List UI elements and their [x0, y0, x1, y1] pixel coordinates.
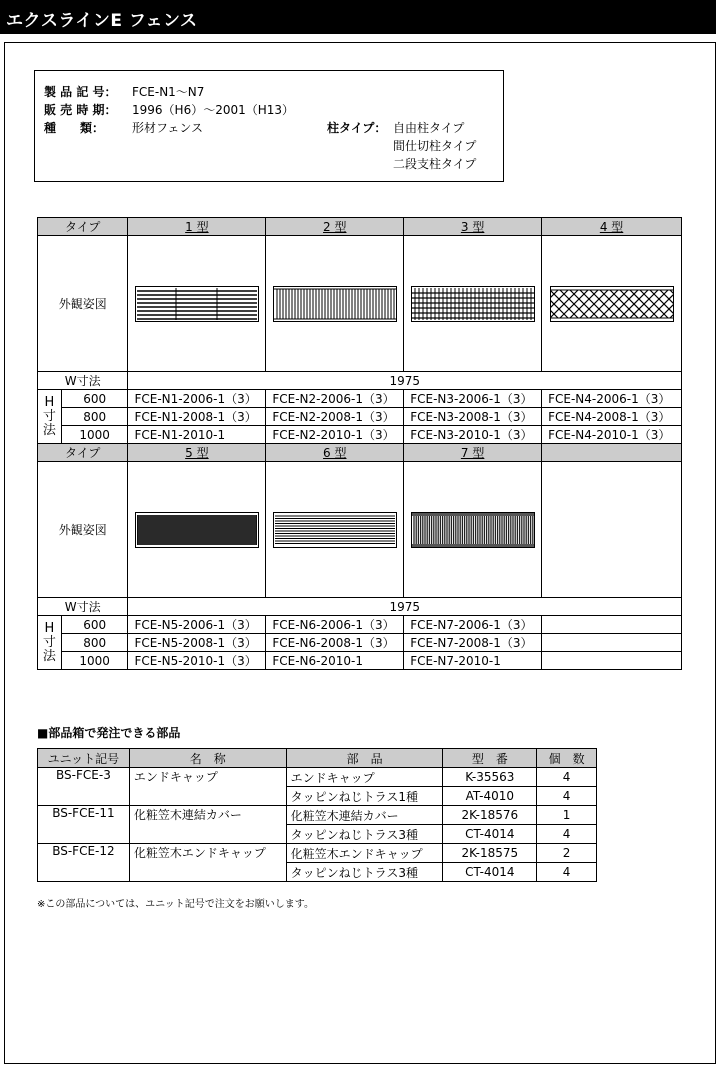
fence-horizontal-slats-image [135, 286, 259, 322]
part-item: タッピンねじトラス3種 [286, 863, 443, 882]
code-cell: FCE-N4-2010-1（3） [542, 426, 682, 444]
type-4: 4 型 [542, 218, 682, 236]
part-item: タッピンねじトラス3種 [286, 825, 443, 844]
part-item: 化粧笠木連結カバー [286, 806, 443, 825]
model-no: CT-4014 [443, 825, 537, 844]
height-600: 600 [61, 390, 128, 408]
kind: 形材フェンス [132, 121, 204, 135]
code-cell: FCE-N7-2006-1（3） [404, 616, 542, 634]
code-cell: FCE-N3-2010-1（3） [404, 426, 542, 444]
code-cell: FCE-N1-2010-1 [128, 426, 266, 444]
fence-type-7-image [404, 462, 542, 598]
post-type-2: 間仕切柱タイプ [393, 139, 477, 153]
quantity: 4 [537, 768, 597, 787]
parts-header-row [38, 749, 597, 768]
header-model-no: 型 番 [443, 749, 537, 768]
parts-section-title: ■部品箱で発注できる部品 [37, 726, 181, 740]
model-no: 2K-18575 [443, 844, 537, 863]
fence-vertical-slats-image [411, 512, 535, 548]
code-cell: FCE-N7-2010-1 [404, 652, 542, 670]
h-label: H 寸 法 [38, 390, 62, 444]
appearance-label: 外観姿図 [38, 236, 128, 372]
code-cell: FCE-N3-2006-1（3） [404, 390, 542, 408]
table-row [38, 768, 597, 787]
code-cell: FCE-N1-2008-1（3） [128, 408, 266, 426]
product-code: FCE-N1〜N7 [132, 85, 205, 99]
code-cell: FCE-N2-2010-1（3） [266, 426, 404, 444]
post-type-3: 二段支柱タイプ [393, 157, 477, 171]
part-name: エンドキャップ [129, 768, 286, 806]
h-row-800 [38, 634, 682, 652]
vertical-slats [414, 516, 533, 544]
code-cell [542, 652, 682, 670]
appearance-row [38, 236, 682, 372]
type-empty [542, 444, 682, 462]
code-cell: FCE-N5-2010-1（3） [128, 652, 266, 670]
h-row-800 [38, 408, 682, 426]
type-6: 6 型 [266, 444, 404, 462]
fence-type-1-image [128, 236, 266, 372]
code-cell: FCE-N3-2008-1（3） [404, 408, 542, 426]
product-code-label: 製 品 記 号： [44, 85, 117, 99]
table-row [38, 806, 597, 825]
type-header-row [38, 444, 682, 462]
post-type-1: 自由柱タイプ [393, 121, 465, 135]
order-note: ※この部品については、ユニット記号で注文をお願いします。 [37, 899, 314, 910]
part-name: 化粧笠木連結カバー [129, 806, 286, 844]
part-item: エンドキャップ [286, 768, 443, 787]
code-cell: FCE-N5-2008-1（3） [128, 634, 266, 652]
unit-code: BS-FCE-11 [38, 806, 130, 844]
fence-louver-image [273, 512, 397, 548]
w-label: W寸法 [38, 372, 128, 390]
type-3: 3 型 [404, 218, 542, 236]
type-1: 1 型 [128, 218, 266, 236]
code-cell: FCE-N6-2010-1 [266, 652, 404, 670]
code-cell [542, 634, 682, 652]
h-row-1000 [38, 652, 682, 670]
code-cell: FCE-N6-2008-1（3） [266, 634, 404, 652]
w-value: 1975 [128, 598, 682, 616]
title-bar [0, 0, 716, 34]
type-header-row [38, 218, 682, 236]
h-row-1000 [38, 426, 682, 444]
quantity: 4 [537, 825, 597, 844]
sales-period-label: 販 売 時 期： [44, 103, 117, 117]
unit-code: BS-FCE-3 [38, 768, 130, 806]
code-cell: FCE-N4-2006-1（3） [542, 390, 682, 408]
type-label: タイプ [38, 444, 128, 462]
height-800: 800 [61, 634, 128, 652]
quantity: 1 [537, 806, 597, 825]
header-unit-code: ユニット記号 [38, 749, 130, 768]
model-no: K-35563 [443, 768, 537, 787]
code-cell: FCE-N6-2006-1（3） [266, 616, 404, 634]
kind-label: 種 類： [44, 121, 105, 135]
model-no: 2K-18576 [443, 806, 537, 825]
fence-type-6-image [266, 462, 404, 598]
w-value: 1975 [128, 372, 682, 390]
parts-table [37, 748, 597, 882]
h-row-600 [38, 616, 682, 634]
type-5: 5 型 [128, 444, 266, 462]
code-cell: FCE-N7-2008-1（3） [404, 634, 542, 652]
part-item: 化粧笠木エンドキャップ [286, 844, 443, 863]
table-row [38, 844, 597, 863]
code-cell: FCE-N2-2006-1（3） [266, 390, 404, 408]
fence-empty-image [542, 462, 682, 598]
header-name: 名 称 [129, 749, 286, 768]
height-600: 600 [61, 616, 128, 634]
fence-vertical-pickets-image [273, 286, 397, 322]
quantity: 4 [537, 787, 597, 806]
fence-type-4-image [542, 236, 682, 372]
appearance-row [38, 462, 682, 598]
fence-type-5-image [128, 462, 266, 598]
model-no: CT-4014 [443, 863, 537, 882]
fence-lattice-image [550, 286, 674, 322]
header-part: 部 品 [286, 749, 443, 768]
page-title: エクスラインE フェンス [6, 11, 198, 31]
sales-period: 1996（H6）〜2001（H13） [132, 103, 295, 117]
fence-type-2-image [266, 236, 404, 372]
code-cell: FCE-N1-2006-1（3） [128, 390, 266, 408]
code-cell: FCE-N2-2008-1（3） [266, 408, 404, 426]
code-cell: FCE-N5-2006-1（3） [128, 616, 266, 634]
part-item: タッピンねじトラス1種 [286, 787, 443, 806]
post-type-label: 柱タイプ： [327, 121, 387, 135]
w-label: W寸法 [38, 598, 128, 616]
type-2: 2 型 [266, 218, 404, 236]
quantity: 2 [537, 844, 597, 863]
header-quantity: 個 数 [537, 749, 597, 768]
appearance-label: 外観姿図 [38, 462, 128, 598]
quantity: 4 [537, 863, 597, 882]
fence-dense-pickets-image [135, 512, 259, 548]
height-1000: 1000 [61, 652, 128, 670]
unit-code: BS-FCE-12 [38, 844, 130, 882]
code-cell [542, 616, 682, 634]
type-label: タイプ [38, 218, 128, 236]
fence-grid-image [411, 286, 535, 322]
part-name: 化粧笠木エンドキャップ [129, 844, 286, 882]
code-cell: FCE-N4-2008-1（3） [542, 408, 682, 426]
fence-spec-table [37, 217, 682, 670]
h-label: H 寸 法 [38, 616, 62, 670]
height-800: 800 [61, 408, 128, 426]
fence-type-3-image [404, 236, 542, 372]
w-row [38, 598, 682, 616]
height-1000: 1000 [61, 426, 128, 444]
model-no: AT-4010 [443, 787, 537, 806]
product-info-box [34, 70, 504, 182]
w-row [38, 372, 682, 390]
type-7: 7 型 [404, 444, 542, 462]
h-row-600 [38, 390, 682, 408]
